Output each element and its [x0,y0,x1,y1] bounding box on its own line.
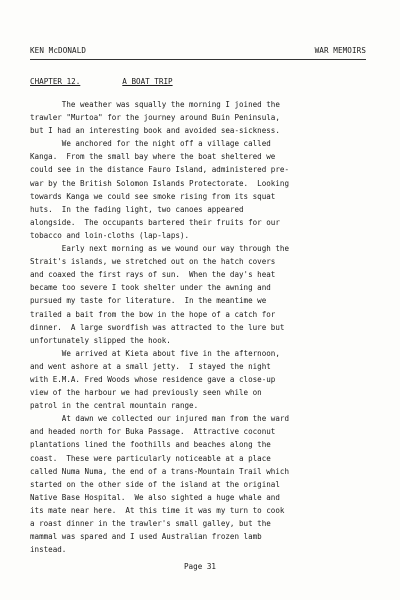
text-line: war by the British Solomon Islands Protectorate. Looking [30,178,289,188]
text-line: We arrived at Kieta about five in the afternoon, [30,348,280,358]
text-line: pursued my taste for literature. In the meantime we [30,296,267,306]
text-line: Early next morning as we wound our way through the [30,244,289,254]
header-author: KEN McDONALD [30,46,87,55]
text-line: Native Base Hospital. We also sighted a huge whale and [30,492,280,502]
text-line: became too severe I took shelter under the awning and [30,283,271,293]
text-line: its mate near here. At this time it was my turn to cook [30,505,285,515]
text-line: and coaxed the first rays of sun. When the day's heat [30,270,276,280]
running-header [30,46,366,55]
text-line: trawler "Murtoa" for the journey around Buin Peninsula, [30,113,280,123]
text-line: The weather was squally the morning I joined the [30,100,280,109]
chapter-title: A BOAT TRIP [122,77,173,86]
text-line: could see in the distance Fauro Island, administered pre- [30,165,289,175]
text-line: At dawn we collected our injured man from the ward [30,414,289,424]
body-text [30,98,370,556]
text-line: Kanga. From the small bay where the boat sheltered we [30,152,276,162]
text-line: We anchored for the night off a village called [30,139,271,149]
text-line: and headed north for Buka Passage. Attractive coconut [30,427,276,437]
text-line: view of the harbour we had previously seen while on [30,388,262,398]
text-line: tobacco and loin-cloths (lap-laps). [30,230,190,240]
text-line: unfortunately slipped the hook. [30,335,171,345]
header-rule [30,59,366,60]
text-line: mammal was spared and I used Australian frozen lamb [30,532,262,542]
text-line: plantations lined the foothills and beaches along the [30,440,271,450]
text-line: huts. In the fading light, two canoes appeared [30,204,244,214]
text-line: dinner. A large swordfish was attracted to the lure but [30,322,285,332]
text-line: and went ashore at a small jetty. I stayed the night [30,361,271,371]
text-line: patrol in the central mountain range. [30,401,199,411]
text-line: coast. These were particularly noticeable at a place [30,453,271,463]
text-line: towards Kanga we could see smoke rising from its squat [30,191,276,201]
chapter-heading [30,77,173,86]
text-line: alongside. The occupants bartered their fruits for our [30,217,280,227]
text-line: trailed a bait from the bow in the hope of a catch for [30,309,276,319]
text-line: started on the other side of the island at the original [30,479,280,489]
text-line: called Numa Numa, the end of a trans-Mountain Trail which [30,466,289,476]
chapter-number: CHAPTER 12. [30,77,81,86]
header-title: WAR MEMOIRS [314,46,366,55]
text-line: with E.M.A. Fred Woods whose residence gave a close-up [30,374,276,384]
text-line: but I had an interesting book and avoided sea-sickness. [30,126,280,136]
text-line: Strait's islands, we stretched out on the hatch covers [30,257,276,267]
text-line: a roast dinner in the trawler's small galley, but the [30,519,271,528]
page-number: Page 31 [183,562,216,571]
text-line: instead. [30,545,67,555]
